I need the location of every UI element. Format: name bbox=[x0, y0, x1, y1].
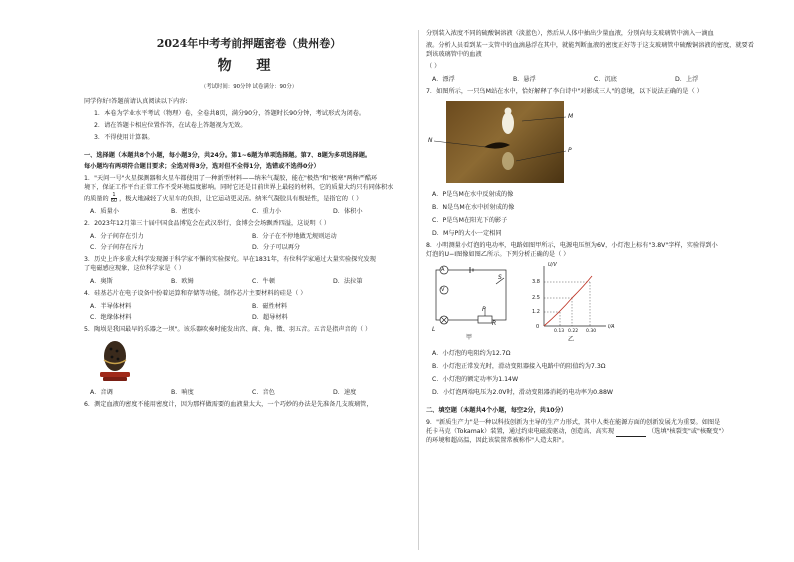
option-b[interactable]: B．响度 bbox=[171, 389, 194, 397]
voltmeter-label: V bbox=[441, 286, 445, 293]
figure-jia-label: 甲 bbox=[466, 333, 473, 341]
rheostat-label: R bbox=[492, 319, 497, 327]
label-leader-lines bbox=[426, 101, 586, 187]
column-divider bbox=[418, 30, 419, 550]
graph-x-tick: 0.30 bbox=[586, 328, 597, 334]
option-c[interactable]: C．牛顿 bbox=[252, 278, 275, 286]
option-b[interactable]: B．悬浮 bbox=[513, 75, 536, 83]
u-i-graph bbox=[530, 262, 610, 338]
label-m: M bbox=[568, 112, 574, 120]
question-3-options bbox=[84, 278, 414, 287]
option-d[interactable]: D．小灯泡两端电压为2.0V时，滑动变阻器消耗的电功率为0.88W bbox=[432, 388, 614, 396]
question-7: 7．如图所示，一只鸟M站在水中，恰好解释了李白诗中"对影成三人"的意境，以下说法正确的是（ ） bbox=[426, 87, 703, 95]
option-a[interactable]: A．小灯泡的电阻约为12.7Ω bbox=[432, 349, 511, 357]
switch-label: S bbox=[498, 273, 502, 281]
exam-title: 2024年中考考前押题密卷（贵州卷） bbox=[156, 37, 342, 50]
option-b[interactable]: B．N是鸟M在水中折射成的像 bbox=[432, 203, 515, 211]
question-5: 5．陶埙是我国最早的乐器之一坝"。该乐器吹奏时能发出宫、商、角、徵、羽五音。五音是指声音的（ ） bbox=[84, 326, 372, 334]
question-6-options bbox=[426, 76, 756, 85]
option-d[interactable]: D．分子可以再分 bbox=[252, 244, 301, 252]
option-c[interactable]: C．音色 bbox=[252, 389, 275, 397]
option-a[interactable]: A．奥斯 bbox=[90, 278, 113, 286]
option-d[interactable]: D．体积小 bbox=[333, 208, 363, 216]
option-d[interactable]: D．M与P的大小一定相同 bbox=[432, 229, 502, 237]
label-p: P bbox=[568, 146, 572, 154]
option-c[interactable]: C．沉底 bbox=[594, 75, 617, 83]
notice-item: 2．请在答题卡相应位置作答，在试卷上答题视为无效。 bbox=[94, 122, 247, 130]
question-2: 2．2023年12月第三十届中国食品博览会在武汉举行，食博会会场飘香四溢，这说明（ ） bbox=[84, 220, 331, 228]
option-b[interactable]: B．小灯泡正常发光时，滑动变阻器接入电路中的阻值约为7.3Ω bbox=[432, 362, 606, 370]
graph-y-tick: 3.8 bbox=[532, 278, 540, 285]
question-1-text: 的质量的 bbox=[84, 195, 109, 203]
option-c[interactable]: C．小灯泡的额定功率为1.14W bbox=[432, 375, 519, 383]
question-9-line: 9．"新质生产力"是一种以科技创新为主导的生产力形式，其中人类在能源方面的创新发展尤为重要。如图是 bbox=[426, 418, 721, 426]
option-b[interactable]: B．磁性材料 bbox=[252, 303, 288, 311]
question-6-line: （ ） bbox=[426, 62, 441, 70]
bird-figure bbox=[426, 101, 756, 187]
graph-y-tick: 2.5 bbox=[532, 294, 540, 301]
question-9-text: （选填"核裂变"或"核聚变"） bbox=[648, 427, 728, 435]
option-d[interactable]: D．速度 bbox=[333, 389, 357, 397]
question-4-options bbox=[84, 314, 414, 323]
figure-yi-label: 乙 bbox=[568, 335, 575, 343]
question-5-options bbox=[84, 389, 414, 398]
question-6-line: 分别装入浓度不同的硫酸铜溶液（淡蓝色），然后从人体中抽出少量血液，分别向每支玻璃管中滴入一滴血 bbox=[426, 30, 714, 37]
option-b[interactable]: B．分子在不停地做无规则运动 bbox=[252, 233, 337, 241]
notice-item: 1．本卷为学业水平考试（物理）卷，全卷共8页，满分90分，答题时长90分钟，考试形式为闭卷。 bbox=[94, 110, 366, 118]
slider-label: P bbox=[482, 305, 486, 313]
section-heading-cont: 每小题均有两项符合题目要求；全选对得3分，选对但不全得1分，选错或不选得0分） bbox=[84, 162, 320, 170]
question-2-options bbox=[84, 233, 414, 242]
option-a[interactable]: A．P是鸟M在水中反射成的像 bbox=[432, 190, 514, 198]
question-3-line: 3．历史上许多重大科学发现源于科学家不懈的实验探究。早在1831年，有位科学家通过大量实验探究发现 bbox=[84, 256, 376, 264]
option-d[interactable]: D．法拉第 bbox=[333, 278, 363, 286]
question-1-line: 1．"天问一号"火星探测器和火星车都使用了一种新型材料——纳米气凝胶，能在"极热"和"极寒"两种严酷环 bbox=[84, 174, 378, 182]
option-c[interactable]: C．分子间存在斥力 bbox=[90, 244, 144, 252]
option-c[interactable]: C．重力小 bbox=[252, 208, 282, 216]
graph-x-tick: 0.22 bbox=[568, 328, 579, 334]
graph-x-tick: 0.13 bbox=[554, 328, 565, 334]
exam-info: （考试时间：90分钟 试卷满分：90分） bbox=[200, 84, 298, 91]
graph-x-axis-label: I/A bbox=[608, 323, 615, 330]
question-8-line: 灯泡的U−I图像如图乙所示。下列分析正确的是（ ） bbox=[426, 250, 570, 258]
option-b[interactable]: B．欧姆 bbox=[171, 278, 194, 286]
fraction-numerator: 1 bbox=[112, 191, 116, 198]
question-1-line bbox=[84, 193, 414, 204]
option-c[interactable]: C．绝缘体材料 bbox=[90, 314, 132, 322]
notice-intro: 同学你好!答题前请认真阅读以下内容: bbox=[84, 98, 188, 106]
option-c[interactable]: C．P是鸟M在阳光下的影子 bbox=[432, 216, 508, 224]
graph-y-tick: 1.2 bbox=[532, 308, 540, 315]
label-n: N bbox=[428, 136, 433, 144]
question-9-line bbox=[426, 428, 756, 437]
option-b[interactable]: B．密度小 bbox=[171, 208, 200, 216]
option-a[interactable]: A．分子间存在引力 bbox=[90, 233, 144, 241]
subject-title: 物 理 bbox=[217, 57, 281, 74]
option-d[interactable]: D．超导材料 bbox=[252, 314, 288, 322]
section-heading: 一、选择题（本题共8个小题，每小题3分，共24分。第1~6题为单项选择题。第7、8题为多项选择题。 bbox=[84, 152, 372, 159]
option-d[interactable]: D．上浮 bbox=[675, 75, 699, 83]
question-1-options bbox=[84, 208, 414, 217]
right-column bbox=[426, 30, 756, 446]
option-a[interactable]: A．音调 bbox=[90, 389, 113, 397]
question-2-options bbox=[84, 244, 414, 253]
question-1-line: 境下，保证工作平台正常工作不受环境温度影响。同时它还是目前世界上最轻的材料，它的质量大约只有同体积水 bbox=[84, 183, 394, 191]
question-9-text: 托卡马克（Tokamak）装置，通过约束电磁波驱动，创造高、高实现 bbox=[426, 427, 615, 435]
option-a[interactable]: A．漂浮 bbox=[432, 75, 455, 83]
graph-origin-label: 0 bbox=[536, 323, 540, 330]
question-8-line: 8．小明测量小灯泡的电功率，电路如图甲所示，电源电压恒为6V，小灯泡上标有"3.8V"字样，实验得到小 bbox=[426, 241, 718, 249]
question-6-line: 液。分析人员看到某一支管中的血滴悬浮在其中，就能判断血液的密度正好等于这支玻璃管中硫酸铜溶液的密度，就要看到该玻璃管中的血液 bbox=[426, 41, 754, 58]
question-4: 4．硅基芯片在电子设备中扮着运算和存储等功能，制作芯片主要材料的硅是（ ） bbox=[84, 290, 307, 298]
option-a[interactable]: A．半导体材料 bbox=[90, 303, 132, 311]
fraction bbox=[111, 193, 117, 204]
question-8-figures bbox=[426, 262, 756, 346]
fraction-denominator: 60 bbox=[110, 197, 118, 204]
notice-item: 3．不得使用计算器。 bbox=[94, 134, 154, 142]
graph-y-axis-label: U/V bbox=[548, 261, 557, 268]
lamp-label: L bbox=[432, 325, 436, 333]
left-column bbox=[84, 30, 414, 410]
ocarina-image bbox=[90, 339, 140, 383]
question-6-line: 6．测定血液的密度不能用密度计，因为那样做需要的血液量太大，一个巧妙的办法是先准备几支玻璃管， bbox=[84, 401, 373, 409]
section-heading: 二、填空题（本题共4个小题，每空2分，共10分） bbox=[426, 406, 567, 414]
question-4-options bbox=[84, 303, 414, 312]
ammeter-label: A bbox=[441, 266, 445, 273]
option-a[interactable]: A．质量小 bbox=[90, 208, 119, 216]
question-1-text: ，极大地减轻了火星车的负担，让它运动更灵活。纳米气凝胶具有极轻性，是指它的（ ） bbox=[119, 195, 363, 203]
question-3-line: 了电磁感应现象，这位科学家是（ ） bbox=[84, 265, 185, 273]
answer-blank[interactable] bbox=[616, 430, 646, 437]
question-9-line: 的环境和超高温，因此该装置常被称作"人造太阳"。 bbox=[426, 436, 568, 444]
